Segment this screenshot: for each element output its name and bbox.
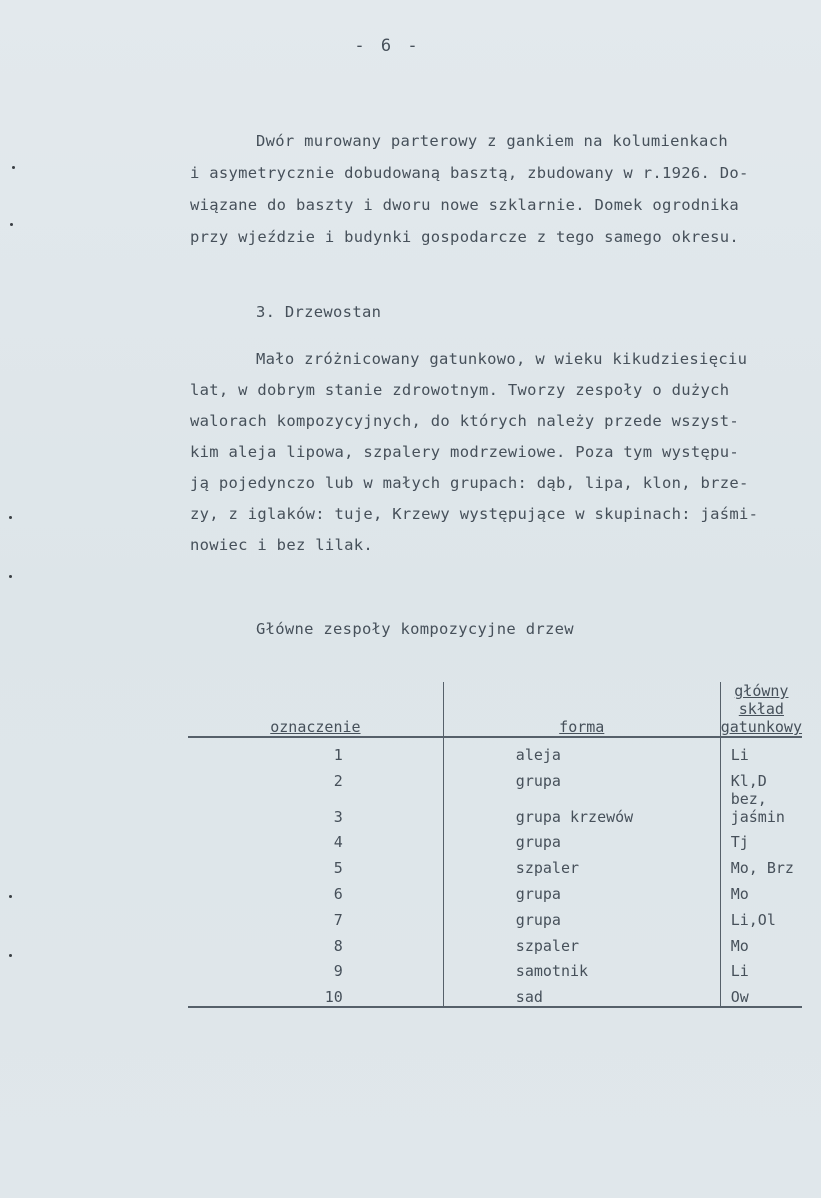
table-row — [188, 764, 802, 790]
column-header-sklad: główny skład gatunkowy — [720, 682, 802, 736]
scan-speck — [9, 954, 12, 957]
cell-forma: grupa krzewów — [443, 790, 720, 826]
paragraph2-line: walorach kompozycyjnych, do których należy przede wszyst- — [190, 412, 740, 430]
cell-oznaczenie: 7 — [333, 910, 343, 929]
cell-oznaczenie: 10 — [188, 980, 443, 1007]
cell-sklad: Li — [730, 745, 749, 764]
cell-sklad: Ow — [720, 980, 802, 1007]
scan-speck — [9, 575, 12, 578]
cell-oznaczenie: 3 — [333, 807, 343, 826]
cell-forma: grupa — [443, 877, 720, 903]
section-heading: 3. Drzewostan — [256, 303, 382, 321]
cell-oznaczenie: 8 — [333, 936, 343, 955]
column-header-forma: forma — [443, 682, 720, 737]
cell-forma: samotnik — [443, 955, 720, 981]
table-header-row — [188, 682, 802, 737]
page-number: - 6 - — [354, 36, 421, 56]
cell-forma: grupa — [443, 826, 720, 852]
table-row — [188, 790, 802, 826]
paragraph2-line: ją pojedynczo lub w małych grupach: dąb, lipa, klon, brze- — [190, 474, 749, 492]
paragraph1-line: wiązane do baszty i dworu nowe szklarnie. Domek ogrodnika — [190, 196, 740, 214]
cell-sklad: Li — [730, 962, 749, 981]
table-row — [188, 929, 802, 955]
paragraph2-line: Mało zróżnicowany gatunkowo, w wieku kikudziesięciu — [256, 350, 748, 368]
table-title: Główne zespoły kompozycyjne drzew — [256, 620, 574, 638]
cell-forma: szpaler — [443, 929, 720, 955]
table-row — [188, 955, 802, 981]
cell-sklad: Mo — [730, 884, 749, 903]
scan-speck — [12, 166, 15, 169]
cell-oznaczenie: 6 — [333, 884, 343, 903]
table-row — [188, 737, 802, 764]
cell-sklad: Mo, Brz — [730, 859, 794, 878]
cell-sklad: Mo — [730, 936, 749, 955]
cell-sklad: Li,Ol — [730, 910, 776, 929]
paragraph1-line: Dwór murowany parterowy z gankiem na kolumienkach — [256, 132, 728, 150]
cell-forma: grupa — [443, 764, 720, 790]
paragraph1-line: przy wjeździe i budynki gospodarcze z tego samego okresu. — [190, 228, 740, 246]
paragraph2-line: nowiec i bez lilak. — [190, 536, 374, 554]
column-header-oznaczenie: oznaczenie — [188, 682, 443, 737]
cell-oznaczenie: 9 — [333, 962, 343, 981]
table-row — [188, 877, 802, 903]
paragraph2-line: lat, w dobrym stanie zdrowotnym. Tworzy zespoły o dużych — [190, 381, 730, 399]
cell-forma: szpaler — [443, 851, 720, 877]
table-row — [188, 980, 802, 1007]
scan-speck — [10, 223, 13, 226]
cell-sklad: bez, jaśmin — [730, 789, 785, 826]
cell-forma: grupa — [443, 903, 720, 929]
cell-oznaczenie: 5 — [333, 859, 343, 878]
cell-oznaczenie: 4 — [333, 833, 343, 852]
table-row — [188, 826, 802, 852]
cell-sklad: Kl,D — [730, 771, 767, 790]
paragraph2-line: zy, z iglaków: tuje, Krzewy występujące w skupinach: jaśmi- — [190, 505, 759, 523]
species-table — [188, 682, 802, 1008]
cell-sklad: Tj — [730, 833, 749, 852]
scan-speck — [9, 895, 12, 898]
paragraph2-line: kim aleja lipowa, szpalery modrzewiowe. Poza tym występu- — [190, 443, 740, 461]
paragraph1-line: i asymetrycznie dobudowaną basztą, zbudowany w r.1926. Do- — [190, 164, 749, 182]
cell-oznaczenie: 2 — [333, 771, 343, 790]
cell-forma: aleja — [443, 737, 720, 764]
cell-oznaczenie: 1 — [333, 745, 343, 764]
cell-forma: sad — [443, 980, 720, 1007]
scan-speck — [9, 516, 12, 519]
table-row — [188, 903, 802, 929]
table-row — [188, 851, 802, 877]
